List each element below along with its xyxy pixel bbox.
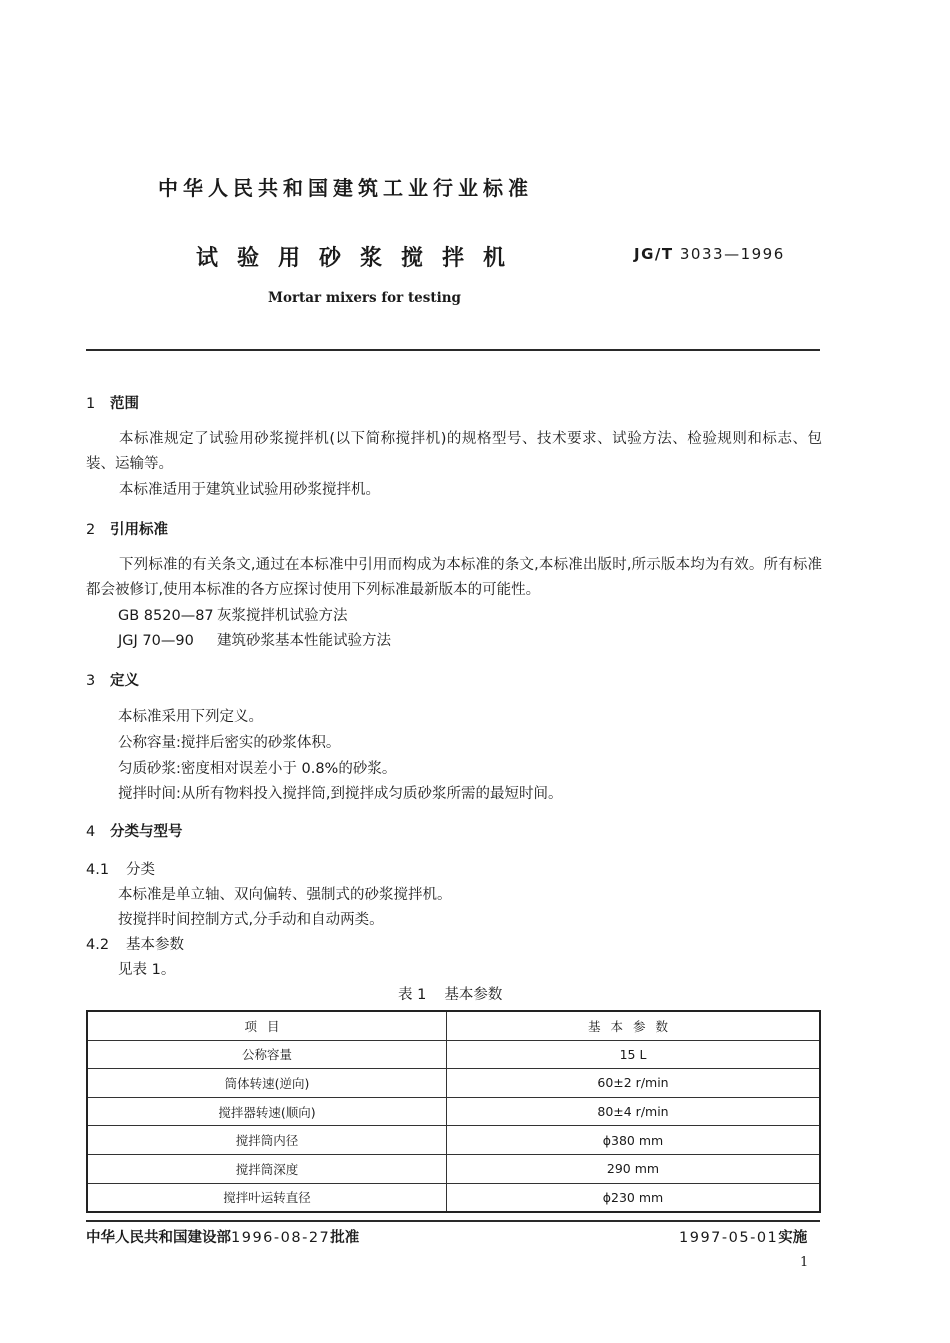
table-row [87,1183,820,1212]
table-header-cell: 项目 [87,1011,447,1040]
classification-line: 本标准是单立轴、双向偏转、强制式的砂浆搅拌机。 [118,887,452,903]
reference-item [118,629,391,650]
effective-line [679,1226,807,1247]
approval-label: 批准 [330,1230,360,1246]
definition-line: 公称容量:搅拌后密实的砂浆体积。 [118,735,341,751]
section-2-heading [86,518,168,539]
subsection-4-2-heading [86,933,184,954]
table-cell-value: ϕ230 mm [447,1183,821,1212]
reference-code: GB 8520—87 [118,608,214,624]
table-header-cell: 基本参数 [447,1011,821,1040]
parameters-table [86,1010,821,1213]
section-title: 定义 [110,673,139,689]
section-number: 3 [86,673,96,689]
definition-line: 本标准采用下列定义。 [118,709,263,725]
section-3-heading [86,669,139,690]
table-row [87,1154,820,1183]
subsection-number: 4.2 [86,937,110,953]
subsection-4-1-heading [86,858,155,879]
section-number: 2 [86,522,96,538]
classification-line: 按搅拌时间控制方式,分手动和自动两类。 [118,912,384,928]
table-cell-item: 筒体转速(逆向) [87,1069,447,1098]
footer-divider [86,1220,820,1222]
table-row [87,1069,820,1098]
standard-number [634,245,785,263]
standard-prefix: JG/T [634,245,674,263]
org-title: 中华人民共和国建筑工业行业标准 [158,176,533,200]
table-cell-item: 搅拌叶运转直径 [87,1183,447,1212]
section-title: 引用标准 [110,522,168,538]
table-caption-title: 基本参数 [444,987,503,1003]
section-2-paragraph: 下列标准的有关条文,通过在本标准中引用而构成为本标准的条文,本标准出版时,所示版本均为有效。所有标准都会被修订,使用本标准的各方应探讨使用下列标准最新版本的可能性。 [86,557,822,598]
table-caption-number: 表 1 [398,987,427,1003]
table-cell-value: 290 mm [447,1154,821,1183]
table-header-row [87,1011,820,1040]
section-1-paragraph-1: 本标准规定了试验用砂浆搅拌机(以下简称搅拌机)的规格型号、技术要求、试验方法、检验规则和标志、包装、运输等。 [86,431,822,472]
header-divider [86,349,820,351]
table-cell-value: 15 L [447,1040,821,1069]
table-cell-item: 搅拌器转速(顺向) [87,1097,447,1126]
section-title: 分类与型号 [110,824,183,840]
reference-code: JGJ 70—90 [118,633,194,649]
english-title: Mortar mixers for testing [268,290,461,306]
section-1-heading [86,392,139,413]
section-1-paragraph-2: 本标准适用于建筑业试验用砂浆搅拌机。 [119,482,380,498]
approval-date: 1996-08-27 [231,1230,331,1246]
table-cell-item: 公称容量 [87,1040,447,1069]
definition-line: 搅拌时间:从所有物料投入搅拌筒,到搅拌成匀质砂浆所需的最短时间。 [118,786,563,802]
approval-org: 中华人民共和国建设部 [86,1230,231,1246]
table-row [87,1097,820,1126]
effective-date: 1997-05-01 [679,1230,779,1246]
standard-number-value: 3033—1996 [679,245,785,263]
table-cell-item: 搅拌筒深度 [87,1154,447,1183]
definition-line: 匀质砂浆:密度相对误差小于 0.8%的砂浆。 [118,761,397,777]
section-number: 4 [86,824,96,840]
subsection-number: 4.1 [86,862,110,878]
reference-item [118,604,348,625]
section-title: 范围 [110,396,139,412]
document-title: 试验用砂浆搅拌机 [196,246,525,271]
subsection-title: 分类 [126,862,155,878]
reference-title: 灰浆搅拌机试验方法 [217,608,348,624]
page-number: 1 [800,1255,809,1270]
table-caption [398,983,502,1004]
subsection-title: 基本参数 [126,937,184,953]
section-4-heading [86,820,183,841]
table-cell-value: ϕ380 mm [447,1126,821,1155]
table-cell-item: 搅拌筒内径 [87,1126,447,1155]
table-reference-line: 见表 1。 [118,962,176,978]
table-cell-value: 60±2 r/min [447,1069,821,1098]
reference-title: 建筑砂浆基本性能试验方法 [217,633,391,649]
section-number: 1 [86,396,96,412]
effective-label: 实施 [778,1230,808,1246]
table-cell-value: 80±4 r/min [447,1097,821,1126]
table-row [87,1040,820,1069]
table-row [87,1126,820,1155]
approval-line [86,1226,359,1247]
